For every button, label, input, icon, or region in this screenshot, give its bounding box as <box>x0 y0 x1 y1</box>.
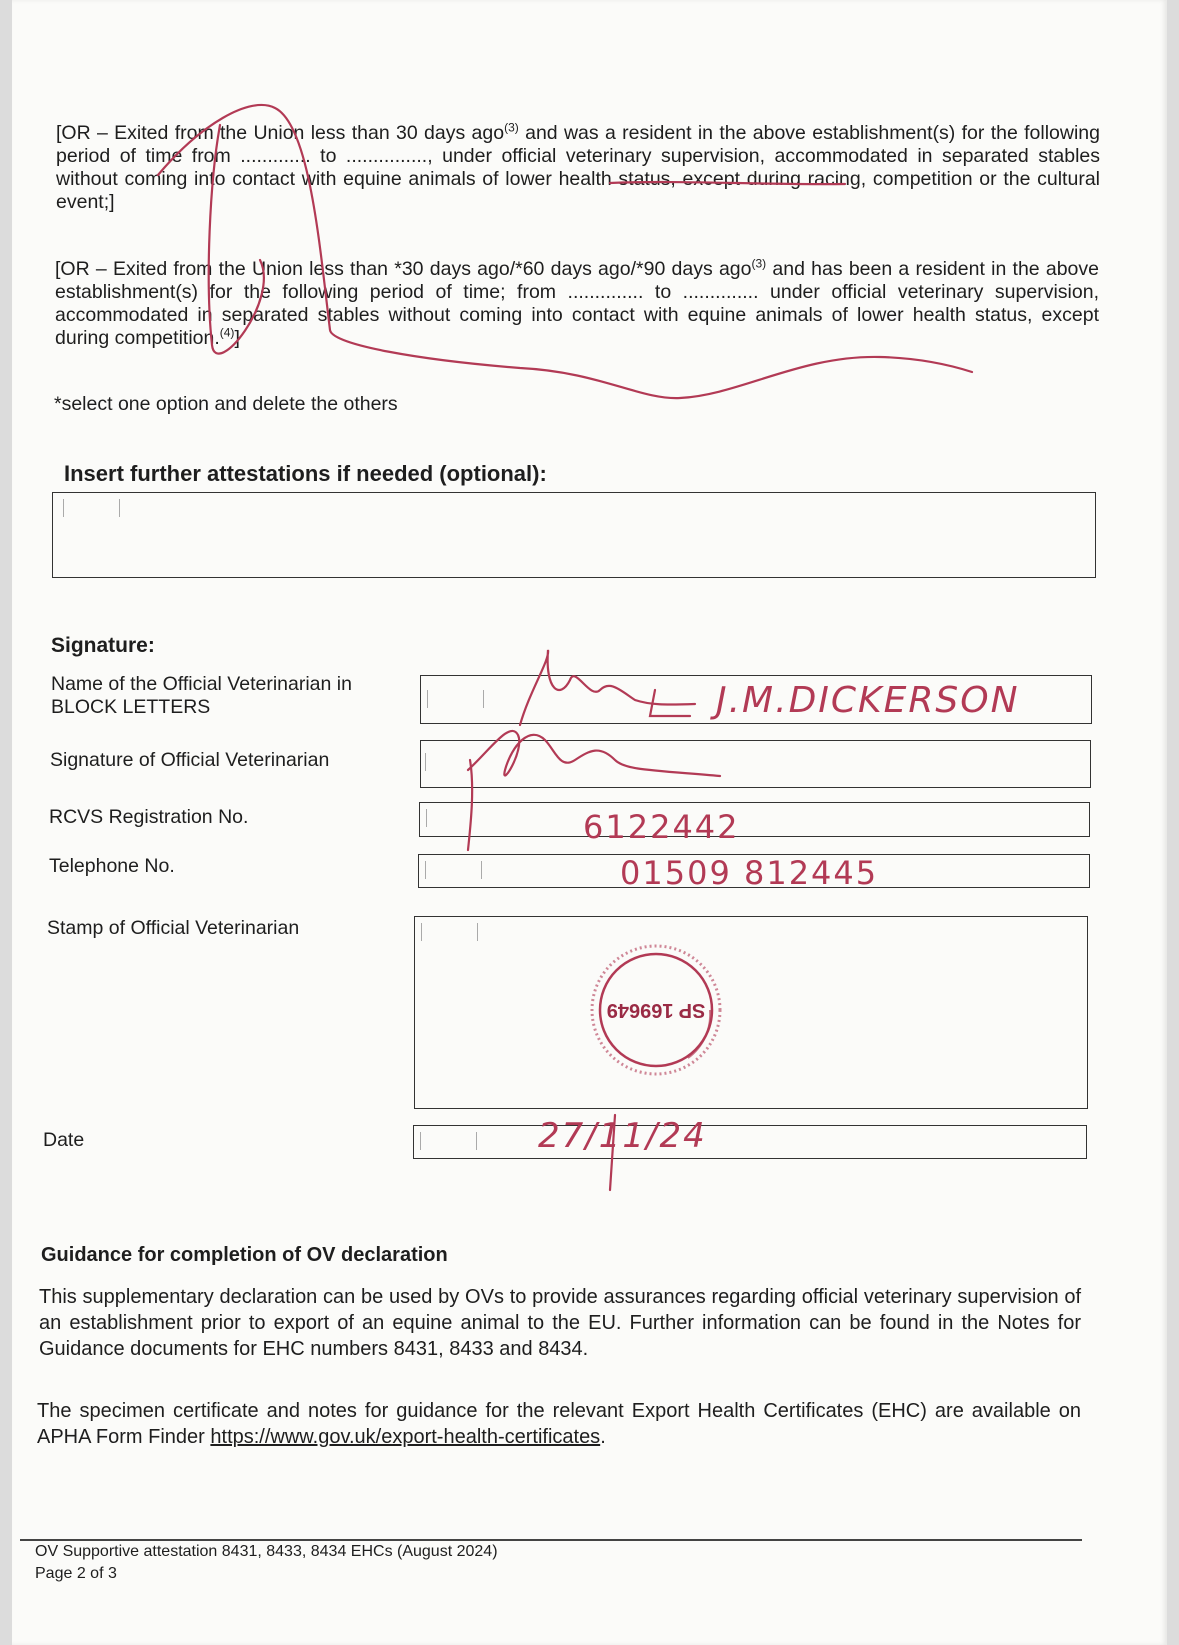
date-label: Date <box>43 1129 85 1151</box>
footer-title: OV Supportive attestation 8431, 8433, 8434 EHCs (August 2024) <box>35 1543 498 1560</box>
signature-field[interactable] <box>420 740 1091 788</box>
option-a-text-2: and was a resident in the above establishment(s) for the following period of time from ............. to ..............., under official veterinary supervision, accommodated in separated stables without coming into contact with equine animals of lower health status, except during racing, competition or the cultural event;] <box>56 122 1100 213</box>
telephone-handwritten: 01509 812445 <box>620 854 879 892</box>
rcvs-handwritten: 6122442 <box>583 808 740 846</box>
signature-heading: Signature: <box>51 634 155 657</box>
option-b-text-3: ] <box>234 327 240 349</box>
option-a-paragraph <box>56 122 1100 214</box>
guidance-heading: Guidance for completion of OV declaration <box>41 1244 448 1266</box>
further-attestations-field[interactable] <box>52 492 1096 578</box>
stamp-number: SP 169649 <box>606 999 706 1021</box>
option-b-text-2: and has been a resident in the above establishment(s) for the following period of time; from .............. to .............. under official veterinary supervision, accommodated in separated stables without coming into contact with equine animals of lower health status, except during competition. <box>55 258 1099 349</box>
option-b-paragraph <box>55 258 1099 350</box>
footnote-ref: (4) <box>219 325 235 340</box>
guidance-link-paragraph <box>37 1398 1081 1450</box>
official-vet-stamp <box>578 930 738 1090</box>
stamp-label: Stamp of Official Veterinarian <box>47 917 300 939</box>
further-attestations-heading: Insert further attestations if needed (optional): <box>64 461 547 486</box>
telephone-label: Telephone No. <box>49 855 175 877</box>
page-number: 2 <box>76 1565 86 1582</box>
rcvs-field[interactable] <box>419 802 1090 837</box>
stamp-field[interactable] <box>414 916 1088 1109</box>
select-note: *select one option and delete the others <box>54 393 398 415</box>
footnote-ref: (3) <box>751 256 767 271</box>
signature-label: Signature of Official Veterinarian <box>50 749 330 771</box>
date-handwritten: 27/11/24 <box>538 1116 707 1156</box>
name-label: Name of the Official Veterinarian in BLOCK LETTERS <box>51 673 352 718</box>
page-indicator <box>35 1563 117 1584</box>
guidance-link-end: . <box>600 1426 606 1448</box>
footnote-ref: (3) <box>504 120 519 135</box>
page-of: of <box>85 1565 108 1582</box>
option-b-text-1: [OR – Exited from the Union less than *30 days ago/*60 days ago/*90 days ago <box>55 258 752 280</box>
export-health-certificates-link[interactable]: https://www.gov.uk/export-health-certificates <box>210 1426 601 1448</box>
date-field[interactable] <box>413 1125 1087 1159</box>
guidance-link-text: The specimen certificate and notes for guidance for the relevant Export Health Certificates (EHC) are available on APHA Form Finder <box>37 1400 1081 1448</box>
name-handwritten: J.M.DICKERSON <box>716 680 1020 721</box>
option-a-text-1: [OR – Exited from the Union less than 30 days ago <box>56 122 505 144</box>
rcvs-label: RCVS Registration No. <box>49 806 249 828</box>
page-total: 3 <box>107 1565 117 1582</box>
page-prefix: Page <box>35 1565 77 1582</box>
guidance-paragraph: This supplementary declaration can be used by OVs to provide assurances regarding official veterinary supervision of an establishment prior to export of an equine animal to the EU. Further information can be found in the Notes for Guidance documents for EHC numbers 8431, 8433 and 8434. <box>39 1286 1081 1360</box>
